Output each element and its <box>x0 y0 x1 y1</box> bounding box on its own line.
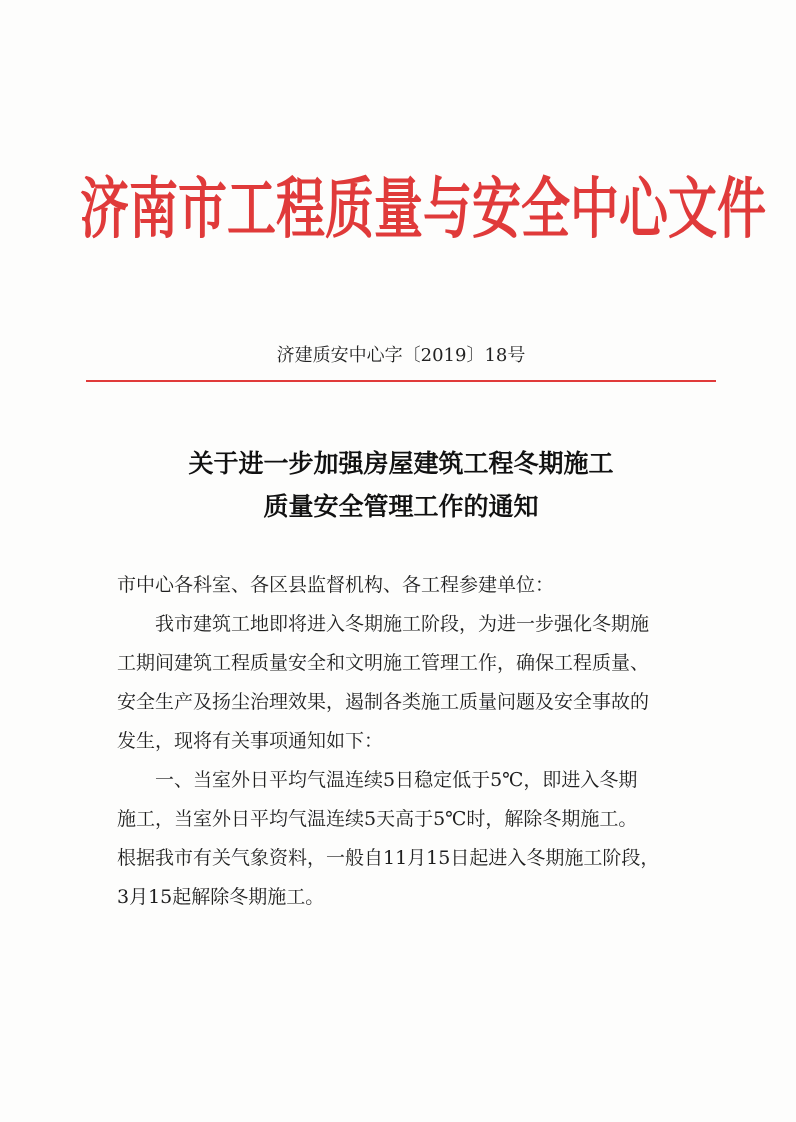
paragraph-1-line: 工期间建筑工程质量安全和文明施工管理工作，确保工程质量、 <box>117 652 650 674</box>
paragraph-1-line: 发生，现将有关事项通知如下： <box>117 730 384 752</box>
document-title-line-1: 关于进一步加强房屋建筑工程冬期施工 <box>188 449 614 478</box>
paragraph-2-line: 施工，当室外日平均气温连续5天高于5℃时，解除冬期施工。 <box>117 808 638 830</box>
document-masthead: 济南市工程质量与安全中心文件 <box>80 170 767 248</box>
document-number: 济建质安中心字〔2019〕18号 <box>276 345 526 366</box>
paragraph-2-line: 一、当室外日平均气温连续5日稳定低于5℃，即进入冬期 <box>155 769 638 791</box>
addressee-line: 市中心各科室、各区县监督机构、各工程参建单位： <box>117 574 555 596</box>
document-title-line-2: 质量安全管理工作的通知 <box>263 492 539 521</box>
paragraph-2-line: 根据我市有关气象资料，一般自11月15日起进入冬期施工阶段， <box>117 847 660 869</box>
paragraph-2-line: 3月15起解除冬期施工。 <box>117 886 325 908</box>
red-separator-line <box>86 380 716 382</box>
document-body <box>117 566 717 917</box>
paragraph-1-line: 我市建筑工地即将进入冬期施工阶段，为进一步强化冬期施 <box>155 613 650 635</box>
paragraph-1-line: 安全生产及扬尘治理效果，遏制各类施工质量问题及安全事故的 <box>117 691 650 713</box>
